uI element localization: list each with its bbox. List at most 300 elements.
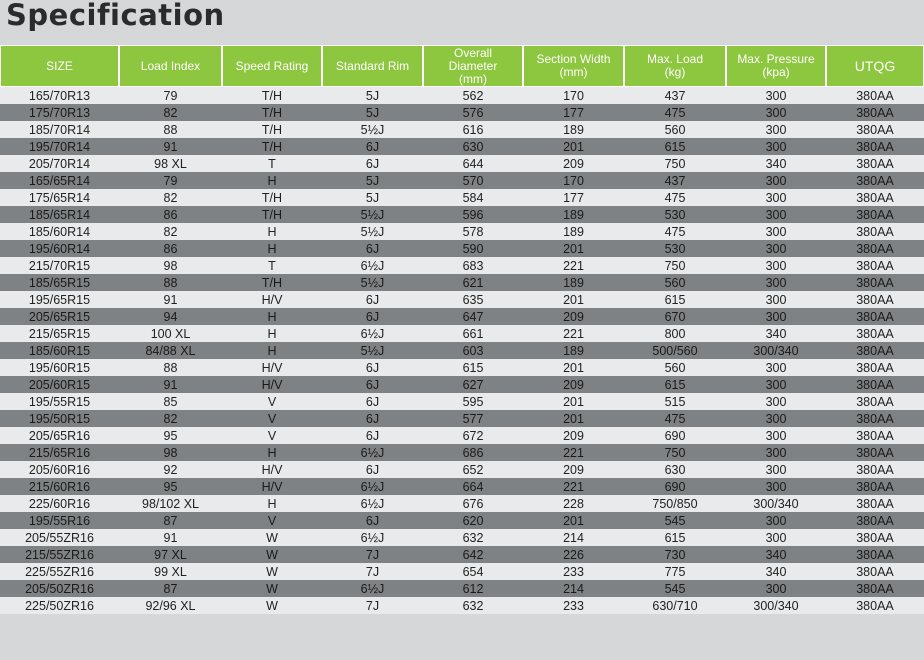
cell-utqg: 380AA	[826, 512, 924, 529]
cell-utqg: 380AA	[826, 206, 924, 223]
cell-size: 225/55ZR16	[0, 563, 119, 580]
cell-size: 215/60R16	[0, 478, 119, 495]
cell-load-index: 95	[119, 427, 222, 444]
cell-load-index: 88	[119, 121, 222, 138]
page-title: Specification	[6, 0, 225, 32]
cell-section-width: 228	[523, 495, 624, 512]
table-row	[0, 240, 924, 257]
cell-section-width: 201	[523, 393, 624, 410]
table-row	[0, 410, 924, 427]
cell-max-pressure: 300	[726, 172, 826, 189]
table-row	[0, 359, 924, 376]
cell-speed-rating: T	[222, 257, 322, 274]
table-row	[0, 376, 924, 393]
cell-load-index: 85	[119, 393, 222, 410]
column-header-section-width	[523, 45, 624, 87]
cell-section-width: 209	[523, 376, 624, 393]
cell-size: 195/55R15	[0, 393, 119, 410]
cell-speed-rating: H	[222, 444, 322, 461]
cell-max-load: 545	[624, 512, 726, 529]
cell-max-load: 615	[624, 376, 726, 393]
cell-speed-rating: T/H	[222, 274, 322, 291]
cell-max-load: 615	[624, 291, 726, 308]
cell-speed-rating: H	[222, 308, 322, 325]
cell-size: 185/70R14	[0, 121, 119, 138]
cell-utqg: 380AA	[826, 87, 924, 104]
cell-size: 205/60R15	[0, 376, 119, 393]
cell-overall-diameter: 620	[423, 512, 523, 529]
column-header-standard-rim-label: Standard Rim	[335, 58, 410, 73]
table-row	[0, 529, 924, 546]
cell-load-index: 94	[119, 308, 222, 325]
cell-overall-diameter: 664	[423, 478, 523, 495]
cell-max-load: 750	[624, 155, 726, 172]
column-header-max-pressure-label: Max. Pressure (kpa)	[737, 52, 815, 79]
cell-size: 185/60R15	[0, 342, 119, 359]
cell-max-pressure: 300	[726, 206, 826, 223]
cell-standard-rim: 6½J	[322, 529, 423, 546]
cell-max-pressure: 300	[726, 461, 826, 478]
column-header-utqg-label: UTQG	[854, 57, 896, 74]
cell-overall-diameter: 562	[423, 87, 523, 104]
cell-section-width: 209	[523, 308, 624, 325]
cell-size: 215/65R15	[0, 325, 119, 342]
cell-speed-rating: W	[222, 529, 322, 546]
cell-size: 205/65R15	[0, 308, 119, 325]
cell-section-width: 189	[523, 274, 624, 291]
cell-section-width: 201	[523, 410, 624, 427]
cell-standard-rim: 6½J	[322, 495, 423, 512]
column-header-max-load	[624, 45, 726, 87]
cell-size: 185/65R15	[0, 274, 119, 291]
cell-size: 185/60R14	[0, 223, 119, 240]
cell-overall-diameter: 654	[423, 563, 523, 580]
cell-max-load: 475	[624, 223, 726, 240]
cell-standard-rim: 6J	[322, 376, 423, 393]
cell-load-index: 91	[119, 529, 222, 546]
cell-max-load: 670	[624, 308, 726, 325]
cell-max-load: 775	[624, 563, 726, 580]
cell-standard-rim: 6J	[322, 138, 423, 155]
cell-max-load: 800	[624, 325, 726, 342]
table-row	[0, 393, 924, 410]
cell-size: 225/50ZR16	[0, 597, 119, 614]
cell-speed-rating: T/H	[222, 87, 322, 104]
table-row	[0, 495, 924, 512]
table-row	[0, 274, 924, 291]
table-row	[0, 563, 924, 580]
cell-utqg: 380AA	[826, 393, 924, 410]
cell-speed-rating: H	[222, 223, 322, 240]
cell-utqg: 380AA	[826, 121, 924, 138]
cell-size: 165/70R13	[0, 87, 119, 104]
cell-size: 205/55ZR16	[0, 529, 119, 546]
cell-overall-diameter: 644	[423, 155, 523, 172]
cell-speed-rating: W	[222, 563, 322, 580]
cell-utqg: 380AA	[826, 529, 924, 546]
cell-speed-rating: T/H	[222, 138, 322, 155]
cell-max-pressure: 340	[726, 325, 826, 342]
cell-utqg: 380AA	[826, 580, 924, 597]
cell-overall-diameter: 570	[423, 172, 523, 189]
cell-utqg: 380AA	[826, 495, 924, 512]
cell-section-width: 189	[523, 121, 624, 138]
cell-speed-rating: H	[222, 325, 322, 342]
cell-overall-diameter: 616	[423, 121, 523, 138]
table-row	[0, 87, 924, 104]
cell-load-index: 86	[119, 206, 222, 223]
cell-utqg: 380AA	[826, 376, 924, 393]
table-row	[0, 444, 924, 461]
cell-load-index: 88	[119, 274, 222, 291]
cell-overall-diameter: 596	[423, 206, 523, 223]
cell-speed-rating: V	[222, 410, 322, 427]
cell-standard-rim: 7J	[322, 563, 423, 580]
cell-load-index: 95	[119, 478, 222, 495]
cell-load-index: 88	[119, 359, 222, 376]
cell-overall-diameter: 595	[423, 393, 523, 410]
cell-standard-rim: 6½J	[322, 325, 423, 342]
column-header-speed-rating-label: Speed Rating	[235, 58, 309, 73]
specification-table	[0, 45, 924, 614]
cell-speed-rating: W	[222, 580, 322, 597]
cell-utqg: 380AA	[826, 478, 924, 495]
cell-section-width: 214	[523, 580, 624, 597]
cell-size: 195/60R14	[0, 240, 119, 257]
cell-load-index: 98 XL	[119, 155, 222, 172]
table-row	[0, 155, 924, 172]
cell-max-pressure: 300	[726, 87, 826, 104]
cell-max-pressure: 300/340	[726, 597, 826, 614]
cell-utqg: 380AA	[826, 189, 924, 206]
column-header-section-width-label: Section Width (mm)	[536, 52, 611, 79]
cell-speed-rating: H/V	[222, 461, 322, 478]
cell-overall-diameter: 590	[423, 240, 523, 257]
cell-standard-rim: 5J	[322, 189, 423, 206]
cell-max-load: 750	[624, 444, 726, 461]
cell-load-index: 92/96 XL	[119, 597, 222, 614]
cell-load-index: 87	[119, 512, 222, 529]
cell-standard-rim: 6J	[322, 308, 423, 325]
column-header-max-load-label: Max. Load (kg)	[646, 52, 704, 79]
cell-max-pressure: 300	[726, 580, 826, 597]
cell-load-index: 91	[119, 376, 222, 393]
cell-speed-rating: H/V	[222, 291, 322, 308]
table-row	[0, 308, 924, 325]
cell-max-pressure: 300	[726, 393, 826, 410]
cell-section-width: 170	[523, 87, 624, 104]
cell-max-pressure: 300	[726, 104, 826, 121]
cell-overall-diameter: 683	[423, 257, 523, 274]
cell-size: 175/70R13	[0, 104, 119, 121]
column-header-speed-rating	[222, 45, 322, 87]
cell-speed-rating: W	[222, 546, 322, 563]
cell-load-index: 91	[119, 138, 222, 155]
cell-size: 195/60R15	[0, 359, 119, 376]
cell-max-pressure: 300	[726, 308, 826, 325]
table-row	[0, 121, 924, 138]
cell-size: 215/65R16	[0, 444, 119, 461]
cell-overall-diameter: 603	[423, 342, 523, 359]
cell-overall-diameter: 630	[423, 138, 523, 155]
cell-overall-diameter: 632	[423, 597, 523, 614]
cell-max-load: 475	[624, 189, 726, 206]
cell-speed-rating: W	[222, 597, 322, 614]
cell-speed-rating: H	[222, 240, 322, 257]
cell-standard-rim: 5½J	[322, 206, 423, 223]
cell-standard-rim: 6J	[322, 461, 423, 478]
table-row	[0, 580, 924, 597]
cell-speed-rating: T/H	[222, 206, 322, 223]
cell-utqg: 380AA	[826, 104, 924, 121]
cell-standard-rim: 7J	[322, 597, 423, 614]
cell-load-index: 82	[119, 223, 222, 240]
cell-load-index: 87	[119, 580, 222, 597]
cell-speed-rating: H/V	[222, 359, 322, 376]
table-row	[0, 223, 924, 240]
cell-overall-diameter: 632	[423, 529, 523, 546]
cell-size: 215/55ZR16	[0, 546, 119, 563]
cell-section-width: 201	[523, 138, 624, 155]
cell-standard-rim: 6½J	[322, 478, 423, 495]
table-row	[0, 427, 924, 444]
column-header-size	[0, 45, 119, 87]
cell-max-pressure: 300	[726, 240, 826, 257]
cell-standard-rim: 5½J	[322, 274, 423, 291]
cell-utqg: 380AA	[826, 291, 924, 308]
cell-speed-rating: T/H	[222, 189, 322, 206]
cell-max-load: 690	[624, 478, 726, 495]
cell-max-load: 437	[624, 172, 726, 189]
cell-utqg: 380AA	[826, 359, 924, 376]
cell-load-index: 84/88 XL	[119, 342, 222, 359]
cell-section-width: 189	[523, 342, 624, 359]
cell-max-pressure: 300	[726, 223, 826, 240]
cell-max-load: 560	[624, 359, 726, 376]
cell-overall-diameter: 635	[423, 291, 523, 308]
cell-max-pressure: 300/340	[726, 495, 826, 512]
cell-overall-diameter: 576	[423, 104, 523, 121]
cell-max-load: 730	[624, 546, 726, 563]
cell-speed-rating: H	[222, 342, 322, 359]
cell-speed-rating: T	[222, 155, 322, 172]
cell-load-index: 79	[119, 87, 222, 104]
cell-section-width: 233	[523, 597, 624, 614]
cell-section-width: 201	[523, 359, 624, 376]
cell-overall-diameter: 612	[423, 580, 523, 597]
cell-max-pressure: 300	[726, 478, 826, 495]
cell-speed-rating: H/V	[222, 478, 322, 495]
cell-utqg: 380AA	[826, 240, 924, 257]
cell-utqg: 380AA	[826, 461, 924, 478]
cell-speed-rating: V	[222, 393, 322, 410]
cell-max-load: 500/560	[624, 342, 726, 359]
cell-max-pressure: 300	[726, 359, 826, 376]
table-row	[0, 138, 924, 155]
cell-max-load: 530	[624, 240, 726, 257]
column-header-utqg	[826, 45, 924, 87]
cell-section-width: 189	[523, 223, 624, 240]
cell-section-width: 177	[523, 189, 624, 206]
cell-max-load: 515	[624, 393, 726, 410]
cell-max-pressure: 300	[726, 189, 826, 206]
column-header-overall-diameter	[423, 45, 523, 87]
cell-load-index: 79	[119, 172, 222, 189]
cell-overall-diameter: 647	[423, 308, 523, 325]
cell-max-load: 615	[624, 529, 726, 546]
table-row	[0, 478, 924, 495]
table-row	[0, 206, 924, 223]
cell-load-index: 82	[119, 410, 222, 427]
table-row	[0, 291, 924, 308]
cell-standard-rim: 7J	[322, 546, 423, 563]
cell-standard-rim: 6J	[322, 393, 423, 410]
cell-max-load: 630	[624, 461, 726, 478]
cell-max-pressure: 300	[726, 529, 826, 546]
cell-size: 185/65R14	[0, 206, 119, 223]
cell-utqg: 380AA	[826, 257, 924, 274]
cell-section-width: 209	[523, 155, 624, 172]
cell-utqg: 380AA	[826, 308, 924, 325]
cell-section-width: 233	[523, 563, 624, 580]
cell-max-load: 475	[624, 104, 726, 121]
cell-size: 215/70R15	[0, 257, 119, 274]
cell-utqg: 380AA	[826, 325, 924, 342]
cell-size: 195/50R15	[0, 410, 119, 427]
table-row	[0, 257, 924, 274]
cell-overall-diameter: 642	[423, 546, 523, 563]
cell-section-width: 177	[523, 104, 624, 121]
cell-max-pressure: 300	[726, 121, 826, 138]
cell-max-pressure: 300	[726, 274, 826, 291]
cell-max-load: 615	[624, 138, 726, 155]
cell-overall-diameter: 661	[423, 325, 523, 342]
header-row	[0, 45, 924, 87]
cell-max-pressure: 340	[726, 563, 826, 580]
table-row	[0, 325, 924, 342]
cell-size: 205/65R16	[0, 427, 119, 444]
cell-max-pressure: 340	[726, 546, 826, 563]
cell-utqg: 380AA	[826, 223, 924, 240]
cell-section-width: 221	[523, 444, 624, 461]
cell-load-index: 82	[119, 104, 222, 121]
cell-utqg: 380AA	[826, 444, 924, 461]
cell-max-load: 690	[624, 427, 726, 444]
cell-size: 175/65R14	[0, 189, 119, 206]
cell-standard-rim: 6J	[322, 512, 423, 529]
cell-max-pressure: 300	[726, 291, 826, 308]
cell-max-load: 560	[624, 121, 726, 138]
cell-load-index: 92	[119, 461, 222, 478]
cell-overall-diameter: 686	[423, 444, 523, 461]
cell-overall-diameter: 615	[423, 359, 523, 376]
cell-utqg: 380AA	[826, 427, 924, 444]
cell-load-index: 99 XL	[119, 563, 222, 580]
cell-size: 225/60R16	[0, 495, 119, 512]
cell-speed-rating: H	[222, 172, 322, 189]
column-header-standard-rim	[322, 45, 423, 87]
table-row	[0, 512, 924, 529]
cell-speed-rating: T/H	[222, 121, 322, 138]
cell-standard-rim: 5½J	[322, 342, 423, 359]
cell-standard-rim: 6J	[322, 240, 423, 257]
cell-size: 205/60R16	[0, 461, 119, 478]
cell-utqg: 380AA	[826, 342, 924, 359]
cell-load-index: 98	[119, 257, 222, 274]
cell-section-width: 221	[523, 257, 624, 274]
cell-size: 165/65R14	[0, 172, 119, 189]
table-row	[0, 104, 924, 121]
cell-max-load: 560	[624, 274, 726, 291]
table-row	[0, 461, 924, 478]
table-row	[0, 172, 924, 189]
cell-section-width: 221	[523, 325, 624, 342]
cell-max-load: 750/850	[624, 495, 726, 512]
cell-utqg: 380AA	[826, 563, 924, 580]
cell-size: 205/50ZR16	[0, 580, 119, 597]
cell-standard-rim: 6J	[322, 291, 423, 308]
cell-standard-rim: 6J	[322, 410, 423, 427]
cell-size: 205/70R14	[0, 155, 119, 172]
cell-standard-rim: 6½J	[322, 580, 423, 597]
cell-overall-diameter: 627	[423, 376, 523, 393]
cell-standard-rim: 5J	[322, 172, 423, 189]
cell-overall-diameter: 652	[423, 461, 523, 478]
cell-max-load: 530	[624, 206, 726, 223]
cell-max-pressure: 340	[726, 155, 826, 172]
cell-utqg: 380AA	[826, 410, 924, 427]
cell-size: 195/55R16	[0, 512, 119, 529]
cell-max-pressure: 300	[726, 410, 826, 427]
cell-max-pressure: 300	[726, 257, 826, 274]
cell-size: 195/65R15	[0, 291, 119, 308]
cell-speed-rating: V	[222, 427, 322, 444]
cell-max-pressure: 300	[726, 512, 826, 529]
cell-max-load: 545	[624, 580, 726, 597]
table-row	[0, 342, 924, 359]
cell-standard-rim: 5½J	[322, 121, 423, 138]
cell-max-pressure: 300	[726, 427, 826, 444]
cell-section-width: 170	[523, 172, 624, 189]
table-row	[0, 597, 924, 614]
cell-overall-diameter: 672	[423, 427, 523, 444]
cell-utqg: 380AA	[826, 155, 924, 172]
table-row	[0, 546, 924, 563]
cell-load-index: 98	[119, 444, 222, 461]
column-header-load-index-label: Load Index	[140, 58, 201, 73]
cell-section-width: 221	[523, 478, 624, 495]
cell-load-index: 82	[119, 189, 222, 206]
cell-load-index: 100 XL	[119, 325, 222, 342]
cell-utqg: 380AA	[826, 172, 924, 189]
cell-section-width: 201	[523, 240, 624, 257]
cell-section-width: 189	[523, 206, 624, 223]
cell-speed-rating: V	[222, 512, 322, 529]
cell-load-index: 97 XL	[119, 546, 222, 563]
cell-overall-diameter: 621	[423, 274, 523, 291]
cell-max-pressure: 300	[726, 138, 826, 155]
cell-speed-rating: H/V	[222, 376, 322, 393]
cell-max-pressure: 300	[726, 444, 826, 461]
cell-section-width: 226	[523, 546, 624, 563]
cell-overall-diameter: 577	[423, 410, 523, 427]
cell-standard-rim: 5½J	[322, 223, 423, 240]
table-body	[0, 87, 924, 614]
cell-load-index: 86	[119, 240, 222, 257]
cell-max-load: 475	[624, 410, 726, 427]
cell-load-index: 98/102 XL	[119, 495, 222, 512]
cell-section-width: 201	[523, 291, 624, 308]
